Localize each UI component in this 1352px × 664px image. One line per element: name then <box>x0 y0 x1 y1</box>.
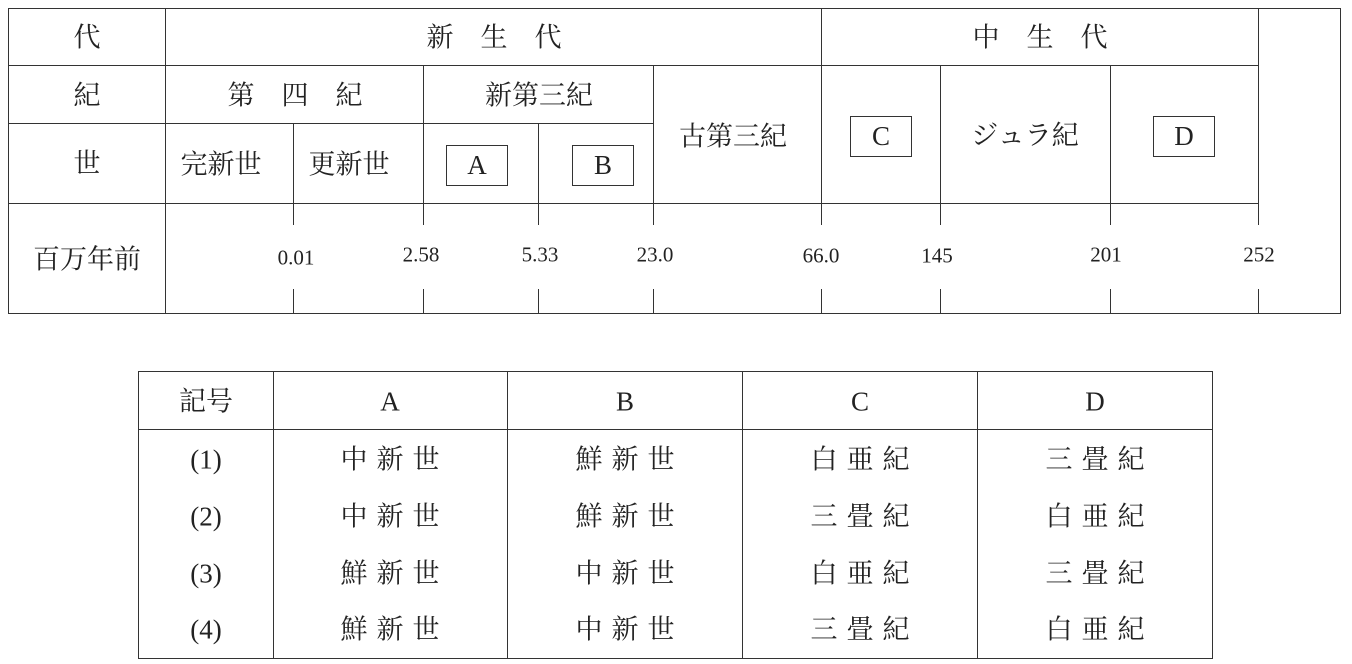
age-tick <box>653 289 654 314</box>
choice-cell-c: 白亜紀 <box>810 444 919 476</box>
timeline-top-border <box>8 8 1341 9</box>
choice-cell-c: 三畳紀 <box>810 614 919 646</box>
timeline-right-border <box>1340 8 1341 314</box>
age-tick <box>1110 289 1111 314</box>
age-tick <box>821 289 822 314</box>
timeline-left-border <box>8 8 9 314</box>
answer-table-col-divider <box>273 371 274 659</box>
blank-box-a: A <box>446 145 508 186</box>
age-label: 0.01 <box>277 245 315 270</box>
jurassic-d-divider <box>1110 65 1111 204</box>
choice-cell-d: 三畳紀 <box>1045 558 1154 590</box>
quaternary-neogene-divider <box>423 65 424 204</box>
period-neogene: 新第三紀 <box>485 80 593 112</box>
holocene-pleistocene-divider <box>293 123 294 204</box>
choice-cell-b: 中新世 <box>575 614 684 646</box>
answer-table-col-divider <box>742 371 743 659</box>
choice-cell-d: 白亜紀 <box>1045 501 1154 533</box>
answer-header-a: A <box>380 386 400 417</box>
answer-table-left-border <box>138 371 139 659</box>
age-label: 5.33 <box>521 242 559 267</box>
choice-cell-a: 中新世 <box>340 501 449 533</box>
choice-number: (1) <box>190 444 222 475</box>
label-column-divider <box>165 8 166 314</box>
neogene-paleogene-divider <box>653 65 654 204</box>
answer-header-b: B <box>615 386 635 417</box>
answer-table-header-divider <box>138 429 1213 430</box>
age-tick <box>538 289 539 314</box>
blank-box-b: B <box>572 145 634 186</box>
choice-cell-a: 中新世 <box>340 444 449 476</box>
age-label: 252 <box>1243 242 1275 267</box>
blank-box-c: C <box>850 116 912 157</box>
age-tick <box>1258 203 1259 225</box>
age-tick <box>821 203 822 225</box>
choice-cell-c: 白亜紀 <box>810 558 919 590</box>
cenozoic-mesozoic-divider <box>821 8 822 204</box>
epoch-pleistocene: 更新世 <box>308 149 390 181</box>
answer-table-right-border <box>1212 371 1213 659</box>
age-label: 201 <box>1090 242 1122 267</box>
period-jurassic: ジュラ紀 <box>971 120 1079 152</box>
age-label: 66.0 <box>802 243 840 268</box>
period-paleogene: 古第三紀 <box>679 121 787 153</box>
age-tick <box>293 289 294 314</box>
choice-cell-d: 三畳紀 <box>1045 444 1154 476</box>
choice-cell-b: 中新世 <box>575 558 684 590</box>
choice-number: (3) <box>190 558 222 589</box>
choice-cell-c: 三畳紀 <box>810 501 919 533</box>
choice-number: (2) <box>190 501 222 532</box>
era-mesozoic: 中 生 代 <box>972 22 1108 54</box>
answer-table-top-border <box>138 371 1213 372</box>
row-label-epoch: 世 <box>73 148 101 180</box>
age-tick <box>423 289 424 314</box>
mesozoic-right-divider <box>1258 8 1259 204</box>
answer-table-col-divider <box>507 371 508 659</box>
age-label: 145 <box>921 243 953 268</box>
era-cenozoic: 新 生 代 <box>426 22 562 54</box>
answer-header-symbol: 記号 <box>179 386 233 418</box>
choice-cell-b: 鮮新世 <box>575 444 684 476</box>
age-tick <box>940 289 941 314</box>
row-label-mya: 百万年前 <box>33 244 141 276</box>
c-jurassic-divider <box>940 65 941 204</box>
choice-cell-d: 白亜紀 <box>1045 614 1154 646</box>
blank-box-d: D <box>1153 116 1215 157</box>
age-tick <box>1110 203 1111 225</box>
era-row-divider <box>8 65 1259 66</box>
answer-header-d: D <box>1085 386 1105 417</box>
choice-cell-a: 鮮新世 <box>340 614 449 646</box>
choice-cell-b: 鮮新世 <box>575 501 684 533</box>
age-tick <box>653 203 654 225</box>
choice-cell-a: 鮮新世 <box>340 558 449 590</box>
choice-number: (4) <box>190 614 222 645</box>
row-label-period: 紀 <box>73 80 101 112</box>
period-quaternary: 第 四 紀 <box>227 80 363 112</box>
answer-header-c: C <box>850 386 870 417</box>
age-tick <box>423 203 424 225</box>
answer-table-col-divider <box>977 371 978 659</box>
age-label: 23.0 <box>636 242 674 267</box>
age-label: 2.58 <box>402 242 440 267</box>
age-tick <box>538 203 539 225</box>
timeline-bottom-border <box>8 313 1341 314</box>
a-b-divider <box>538 123 539 204</box>
row-label-era: 代 <box>73 22 101 54</box>
epoch-holocene: 完新世 <box>180 149 262 181</box>
age-tick <box>940 203 941 225</box>
answer-table-bottom-border <box>138 658 1213 659</box>
age-tick <box>293 203 294 225</box>
epoch-row-divider <box>8 203 1259 204</box>
age-tick <box>1258 289 1259 314</box>
period-row-divider-left <box>8 123 423 124</box>
